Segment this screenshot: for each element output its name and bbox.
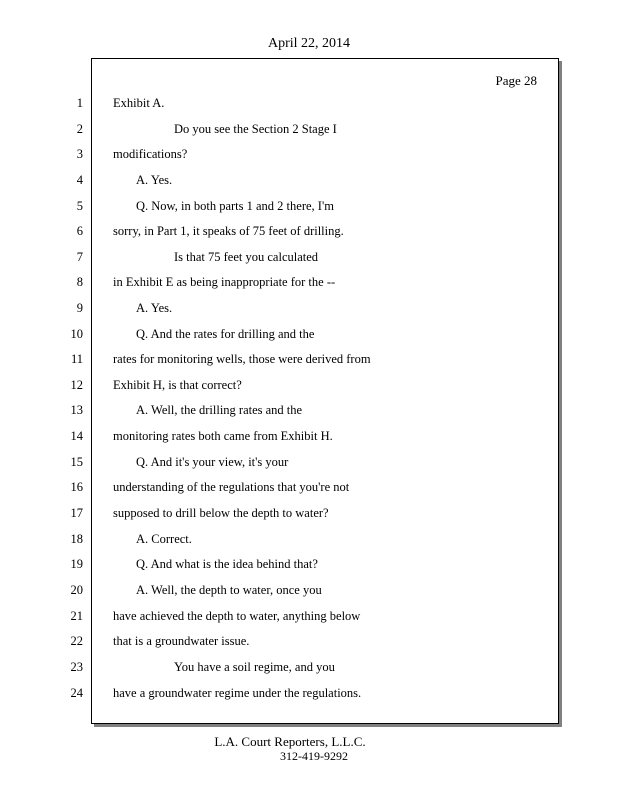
line-text: supposed to drill below the depth to water? [113,506,329,520]
transcript-line [0,247,560,267]
line-text: monitoring rates both came from Exhibit H. [113,429,333,443]
transcript-line [0,580,560,600]
line-number: 13 [70,403,83,417]
transcript-line [0,452,560,472]
line-number: 20 [70,583,83,597]
line-number: 12 [70,378,83,392]
line-text: Is that 75 feet you calculated [174,250,319,264]
transcript-line [0,606,560,626]
line-text: Exhibit H, is that correct? [113,378,242,392]
transcript-line [0,349,560,369]
line-number: 5 [76,199,83,213]
line-text: A. Yes. [136,173,173,187]
transcript-line [0,324,560,344]
line-text: modifications? [113,147,188,161]
line-text: A. Well, the depth to water, once you [136,583,322,597]
page-number: Page 28 [495,73,537,88]
line-text: in Exhibit E as being inappropriate for the -- [113,275,336,289]
transcript-line [0,554,560,574]
line-number: 15 [70,455,83,469]
transcript-line [0,170,560,190]
transcript-line [0,93,560,113]
line-text: Q. And what is the idea behind that? [136,557,318,571]
transcript-line [0,272,560,292]
line-number: 10 [70,327,83,341]
line-number: 1 [76,96,83,110]
transcript-line [0,221,560,241]
line-text: Do you see the Section 2 Stage I [174,122,337,136]
line-text: rates for monitoring wells, those were derived from [113,352,371,366]
line-text: Q. And it's your view, it's your [136,455,289,469]
line-number: 6 [76,224,83,238]
line-text: You have a soil regime, and you [174,660,335,674]
transcript-line [0,119,560,139]
line-text: have achieved the depth to water, anything below [113,609,361,623]
line-text: A. Correct. [136,532,192,546]
line-number: 2 [76,122,83,136]
transcript-line [0,400,560,420]
transcript-line [0,503,560,523]
line-number: 19 [70,557,83,571]
line-number: 8 [76,275,83,289]
line-number: 14 [70,429,83,443]
line-number: 22 [70,634,83,648]
line-number: 3 [76,147,83,161]
line-number: 9 [76,301,83,315]
transcript-line [0,375,560,395]
line-number: 17 [70,506,83,520]
transcript-date: April 22, 2014 [267,36,351,51]
line-text: sorry, in Part 1, it speaks of 75 feet of drilling. [113,224,344,238]
line-text: Q. Now, in both parts 1 and 2 there, I'm [136,199,334,213]
line-number: 23 [70,660,83,674]
footer-company: L.A. Court Reporters, L.L.C. [214,734,366,749]
line-number: 21 [70,609,83,623]
line-number: 18 [70,532,83,546]
transcript-line [0,426,560,446]
transcript-line [0,196,560,216]
line-number: 16 [70,480,83,494]
line-text: that is a groundwater issue. [113,634,250,648]
transcript-line [0,631,560,651]
line-text: A. Well, the drilling rates and the [136,403,303,417]
transcript-line [0,683,560,703]
line-text: Exhibit A. [113,96,165,110]
transcript-line [0,657,560,677]
line-text: have a groundwater regime under the regulations. [113,686,362,700]
transcript-line [0,529,560,549]
transcript-line [0,298,560,318]
line-number: 7 [76,250,83,264]
line-text: A. Yes. [136,301,173,315]
transcript-line [0,477,560,497]
line-text: Q. And the rates for drilling and the [136,327,315,341]
line-number: 11 [70,352,83,366]
transcript-line [0,144,560,164]
line-text: understanding of the regulations that you're not [113,480,350,494]
footer-phone: 312-419-9292 [280,749,348,763]
line-number: 4 [76,173,83,187]
line-number: 24 [70,686,83,700]
